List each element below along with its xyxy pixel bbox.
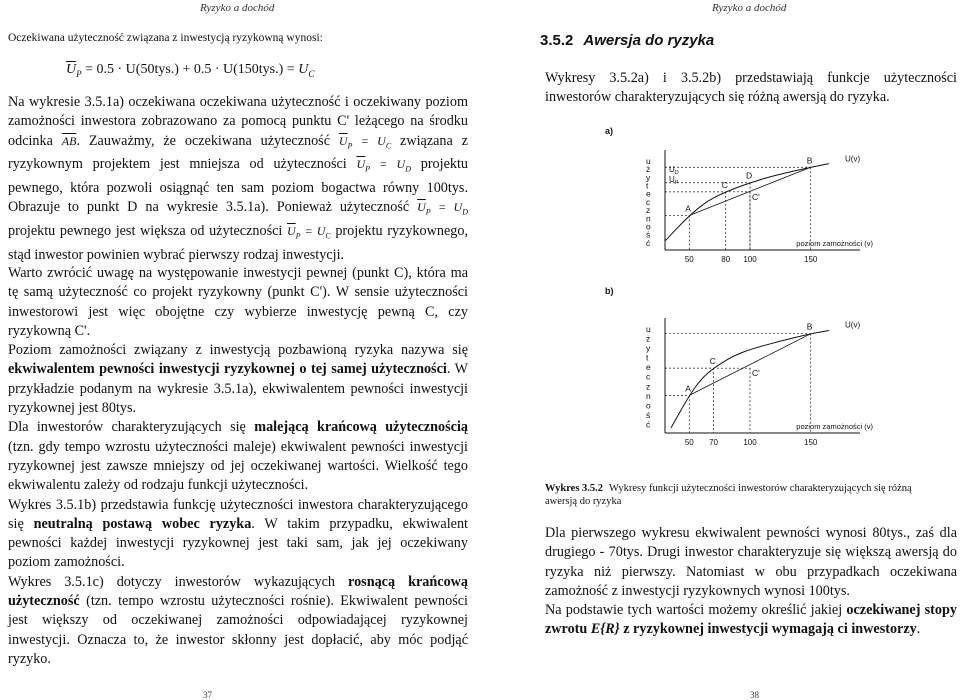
para5-text-1: Wykres 3.5.1b) przedstawia funkcję użyteczności inwestora charakteryzującego się [8,496,468,532]
page-number-left: 37 [203,690,212,700]
y-axis-label-letter: e [646,362,651,373]
math-3-base: $\overline{U}$ [417,200,426,215]
running-head-right: Ryzyko a dochód [712,2,787,14]
math-1-sub2: C [385,140,392,150]
math-3-sub2: D [462,207,469,217]
y-axis-label-letter: z [646,205,651,216]
point-label-C: C [709,356,716,367]
formula-rhs: = 0.5 · U(50tys.) + 0.5 · U(150tys.) = [81,62,299,77]
y-axis-label-letter: t [646,180,649,191]
section-heading [540,32,714,49]
right-para2-bold-1: oczekiwanej stopy zwrotu [545,602,957,638]
math-3-rest: = U [430,200,463,215]
section-title: Awersja do ryzyka [583,32,715,49]
curve-label: U(v) [845,154,861,164]
chart-panel-b [540,308,880,473]
x-tick-label: 70 [709,438,719,447]
chart-panel-a [540,140,880,290]
math-2-rest: = U [370,157,406,172]
x-axis-label: poziom zamożności (v) [796,239,873,248]
y-axis-label-letter: o [646,221,651,232]
para1-text-1: Na wykresie 3.5.1a) oczekiwana oczekiwana użyteczność i oczekiwany poziom zamożności inwestora zobrazowano za pomocą punktu C' leżącego na środku odcinka [8,94,468,149]
y-axis-label-letter: u [646,324,651,334]
x-tick-label: 150 [804,255,818,264]
y-axis-label-letter: y [646,343,651,354]
math-4-rest: = U [300,223,326,238]
point-label-B: B [806,321,813,332]
math-1-base: $\overline{U}$ [338,133,348,148]
x-tick-label: 100 [743,438,757,447]
right-paragraphs [545,524,957,640]
para6-bold: rosnącą krańcową użyteczność [8,573,469,610]
formula-result-sub: C [308,68,315,79]
label-sub: D [674,170,679,176]
point-label-Cprime: C' [752,191,760,202]
label-base: U [669,165,675,174]
math-up-ud-1 [356,157,411,174]
segment-ab: $\overline{AB}$ [61,133,77,148]
caption-text: Wykresy funkcji użyteczności inwestorów charakteryzujących się różną awersją do ryzyka [545,483,912,507]
y-axis-label-letter: y [646,172,651,183]
y-axis-label-letter: o [646,400,651,411]
math-1-rest: = U [352,133,386,148]
caption-label: Wykres 3.5.2 [545,483,604,494]
y-axis-label-letter: ż [646,333,651,344]
math-2-sub: P [365,164,371,174]
para5-bold: neutralną postawą wobec ryzyka [33,515,252,532]
paragraph-6 [8,573,468,669]
para6-text-1: Wykres 3.5.1c) dotyczy inwestorów wykazujących [8,573,349,590]
y-axis-label-letter: t [646,352,649,363]
paragraphs-2-6 [8,264,468,669]
y-axis-label-letter: z [646,381,651,392]
math-up-uc-1 [339,134,391,148]
running-head-left: Ryzyko a dochód [200,2,275,14]
math-4-sub: P [295,231,301,241]
y-axis-label-letter: n [646,390,651,401]
math-up-ud-2 [417,200,469,217]
y-axis-label-letter: ć [646,419,651,430]
y-axis-label-letter: ś [646,409,651,420]
para3-text-2: . W przykładzie podanym na wykresie 3.5.1a), ekwiwalentem pewności inwestycji ryzykownej jest 80tys. [8,361,468,417]
right-para2-text-2: . [916,621,921,638]
para3-text-1: Poziom zamożności związany z inwestycją pozbawioną ryzyka nazywa się [8,342,468,359]
panel-b-label: b) [605,286,614,296]
para5-text-2: . W takim przypadku, ekwiwalent pewności każdej inwestycji ryzykownej jest taki sam, jak jej oczekiwany poziom zamożności. [8,515,469,571]
curve-label: U(v) [845,320,861,330]
formula-lhs-sub: P [76,68,82,79]
math-4-sub2: C [325,231,331,241]
point-label-C: C [721,179,728,190]
x-tick-label: 50 [684,255,694,264]
chart-b-svg [540,308,880,468]
label-base: U [669,175,675,184]
y-axis-label-letter: e [646,188,651,199]
para1-text-2: . Zauważmy, że oczekiwana użyteczność [76,132,339,149]
para1-text-3: związana z ryzykownym projektem jest mniejsza od użyteczności [8,132,468,173]
right-paragraph-2 [545,601,957,640]
para4-text-1: Dla inwestorów charakteryzujących się [8,419,255,436]
paragraph-2: Warto zwrócić uwagę na występowanie inwestycji pewnej (punkt C), która ma tę samą użyteczność co projekt ryzykowny (punkt C'). W sensie użyteczności inwestorowi jest więc obojętne czy wybierze inwestycję pewną C, czy ryzykowną C'. [8,265,468,339]
x-tick-label: 100 [743,255,757,264]
y-axis-label-letter: u [646,156,651,166]
y-axis-label-letter: ś [646,229,651,240]
paragraph-5 [8,496,468,573]
right-para2-bold-2: z ryzykownej inwestycji wymagają ci inwestorzy [619,621,917,638]
para6-text-2: (tzn. tempo wzrostu użyteczności rośnie). Ekwiwalent pewności jest większy od oczekiwanej zamożności odpowiadającej ryzykownej inwestycji. Oznacza to, że inwestor skłonny jest dopłacić, aby móc podjąć ryzyko. [8,593,468,667]
y-axis-label-letter: c [646,371,651,382]
right-para2-text-1: Na podstawie tych wartości możemy określić jakiej [545,602,847,619]
y-axis-label-letter: n [646,213,651,224]
x-tick-label: 150 [804,438,818,447]
paragraph-3 [8,341,468,418]
expected-utility-formula [66,62,314,79]
page-number-right: 38 [750,690,759,700]
paragraph-4 [8,418,468,495]
formula-lhs: $\overline{U}$ [66,62,77,77]
x-tick-label: 80 [721,255,731,264]
y-axis-label-letter: ć [646,237,651,248]
y-axis-label-letter: c [646,196,651,207]
figure-caption [545,482,945,508]
right-para2-er: E{R} [590,621,620,638]
point-label-A: A [685,203,691,214]
formula-result: U [298,62,309,77]
math-2-base: $\overline{U}$ [356,157,366,172]
math-up-uc-2 [286,223,331,241]
para4-bold: malejącą krańcową użytecznością [254,419,469,436]
math-1-sub: P [347,140,353,150]
point-label-A: A [685,383,691,394]
label-sub: P [674,180,679,186]
x-tick-label: 50 [684,438,694,447]
para1-text-6: projektu ryzykownego, stąd inwestor powinien wybrać pierwszy rodzaj inwestycji. [8,222,468,263]
para3-bold: ekwiwalentem pewności inwestycji ryzykownej o tej samej użyteczności [8,361,447,378]
x-axis-label: poziom zamożności (v) [796,422,873,431]
para4-text-2: (tzn. gdy tempo wzrostu użyteczności maleje) ekwiwalent pewności inwestycji ryzykownej jest zawsze mniejszy od jej oczekiwanej wartości. Wielkość tego ekwiwalentu zależy od rodzaju funkcji użyteczności. [8,438,468,494]
y-axis-label-letter: ż [646,164,651,175]
panel-a-label: a) [605,126,614,136]
math-4-base: $\overline{U}$ [286,223,296,238]
point-label-B: B [806,155,813,166]
right-paragraph-1: Dla pierwszego wykresu ekwiwalent pewności wynosi 80tys., zaś dla drugiego - 70tys. Drugi inwestor charakteryzuje się większą awersją do ryzyka niż pierwszy. Natomiast w obu przypadkach oczekiwana zamożność z inwestycji ryzykownych wynosi 100tys. [545,525,957,599]
para1-text-5: projektu pewnego jest większa od użyteczności [8,222,287,239]
right-intro-paragraph: Wykresy 3.5.2a) i 3.5.2b) przedstawiają funkcje użyteczności inwestorów charakteryzujących się różną awersją do ryzyka. [545,70,957,106]
math-3-sub: P [425,207,431,217]
paragraph-1 [8,93,468,265]
para1-text-4: projektu pewnego, która pozwoli osiągnąć ten sam poziom bogactwa równy 100tys. Obrazuje to punkt D na wykresie 3.5.1a). Ponieważ użyteczność [8,156,469,216]
intro-line: Oczekiwana użyteczność związana z inwestycją ryzykowną wynosi: [8,32,323,44]
point-label-Cprime: C' [752,368,760,379]
point-label-D: D [746,170,753,181]
chart-a-svg [540,140,880,285]
section-number: 3.5.2 [540,32,574,49]
math-2-sub2: D [405,164,411,174]
y-axis-value-label [669,175,679,186]
